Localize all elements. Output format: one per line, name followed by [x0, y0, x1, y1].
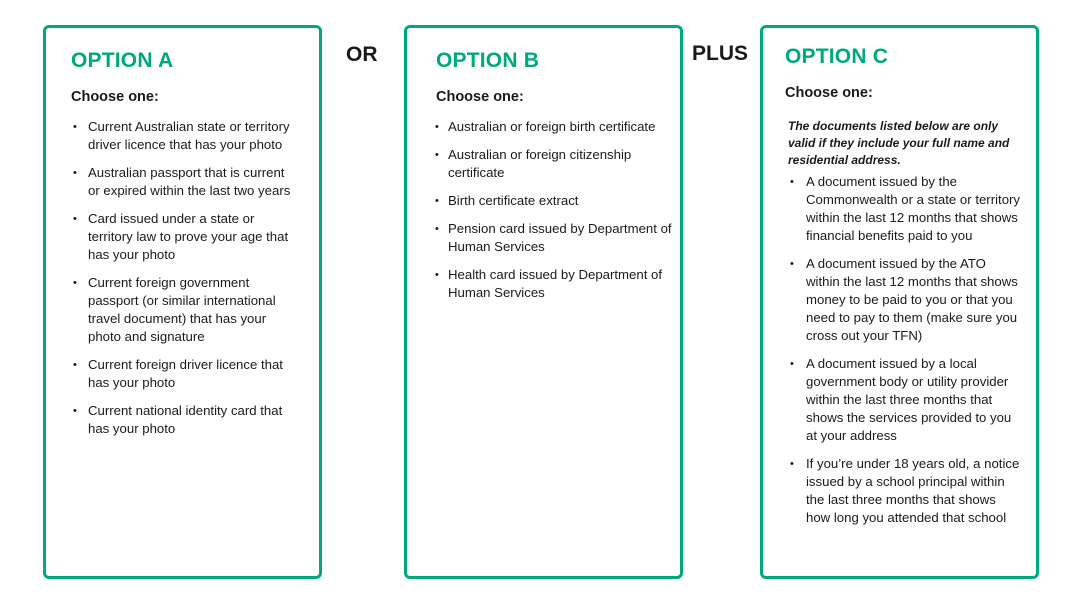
- option-a-title: OPTION A: [71, 49, 174, 72]
- list-item: [73, 210, 293, 264]
- list-item-text: A document issued by the ATO within the last 12 months that shows money to be paid to you or that you need to pay to them (make sure you cross out your TFN): [806, 256, 1018, 343]
- list-item: [435, 266, 675, 302]
- option-c-list: [790, 173, 1020, 537]
- bullet-icon: •: [435, 195, 439, 207]
- list-item-text: Current foreign government passport (or similar international travel document) that has your photo and signature: [88, 275, 276, 344]
- bullet-icon: •: [435, 269, 439, 281]
- bullet-icon: •: [73, 121, 77, 133]
- option-b-subtitle: Choose one:: [436, 89, 524, 105]
- bullet-icon: •: [790, 258, 794, 270]
- option-a-card: [43, 25, 322, 579]
- bullet-icon: •: [790, 176, 794, 188]
- list-item-text: Australian or foreign birth certificate: [448, 119, 656, 134]
- or-connector: OR: [346, 43, 378, 66]
- option-b-card: [404, 25, 683, 579]
- list-item: [435, 146, 675, 182]
- list-item: [73, 164, 293, 200]
- list-item: [435, 220, 675, 256]
- list-item: [73, 118, 293, 154]
- list-item-text: Pension card issued by Department of Human Services: [448, 221, 672, 254]
- list-item: [790, 355, 1020, 445]
- bullet-icon: •: [790, 458, 794, 470]
- list-item: [435, 192, 675, 210]
- option-c-title: OPTION C: [785, 45, 889, 68]
- list-item-text: Current foreign driver licence that has your photo: [88, 357, 283, 390]
- bullet-icon: •: [435, 149, 439, 161]
- plus-connector: PLUS: [692, 42, 749, 65]
- list-item: [73, 274, 293, 346]
- bullet-icon: •: [790, 358, 794, 370]
- option-c-subtitle: Choose one:: [785, 85, 873, 101]
- list-item: [790, 255, 1020, 345]
- list-item-text: A document issued by a local government body or utility provider within the last three months that shows the services provided to you at your address: [806, 356, 1012, 443]
- bullet-icon: •: [73, 277, 77, 289]
- list-item-text: Card issued under a state or territory law to prove your age that has your photo: [88, 211, 289, 262]
- list-item: [790, 455, 1020, 527]
- list-item-text: Australian passport that is current or expired within the last two years: [88, 165, 291, 198]
- bullet-icon: •: [435, 121, 439, 133]
- bullet-icon: •: [73, 405, 77, 417]
- list-item-text: Birth certificate extract: [448, 193, 579, 208]
- list-item-text: Current Australian state or territory driver licence that has your photo: [88, 119, 290, 152]
- list-item-text: Current national identity card that has your photo: [88, 403, 283, 436]
- option-a-subtitle: Choose one:: [71, 89, 159, 105]
- option-b-title: OPTION B: [436, 49, 540, 72]
- option-b-list: [435, 118, 675, 312]
- list-item-text: If you’re under 18 years old, a notice issued by a school principal within the last three months that shows how long you attended that school: [806, 456, 1020, 525]
- list-item-text: Health card issued by Department of Human Services: [448, 267, 663, 300]
- option-c-card: [760, 25, 1039, 579]
- list-item: [73, 402, 293, 438]
- list-item-text: A document issued by the Commonwealth or a state or territory within the last 12 months that shows financial benefits paid to you: [806, 174, 1021, 243]
- list-item-text: Australian or foreign citizenship certificate: [448, 147, 632, 180]
- bullet-icon: •: [435, 223, 439, 235]
- bullet-icon: •: [73, 213, 77, 225]
- bullet-icon: •: [73, 359, 77, 371]
- list-item: [435, 118, 675, 136]
- option-c-note: The documents listed below are only valid if they include your full name and residential address.: [788, 119, 1010, 167]
- list-item: [73, 356, 293, 392]
- list-item: [790, 173, 1020, 245]
- option-a-list: [73, 118, 293, 448]
- bullet-icon: •: [73, 167, 77, 179]
